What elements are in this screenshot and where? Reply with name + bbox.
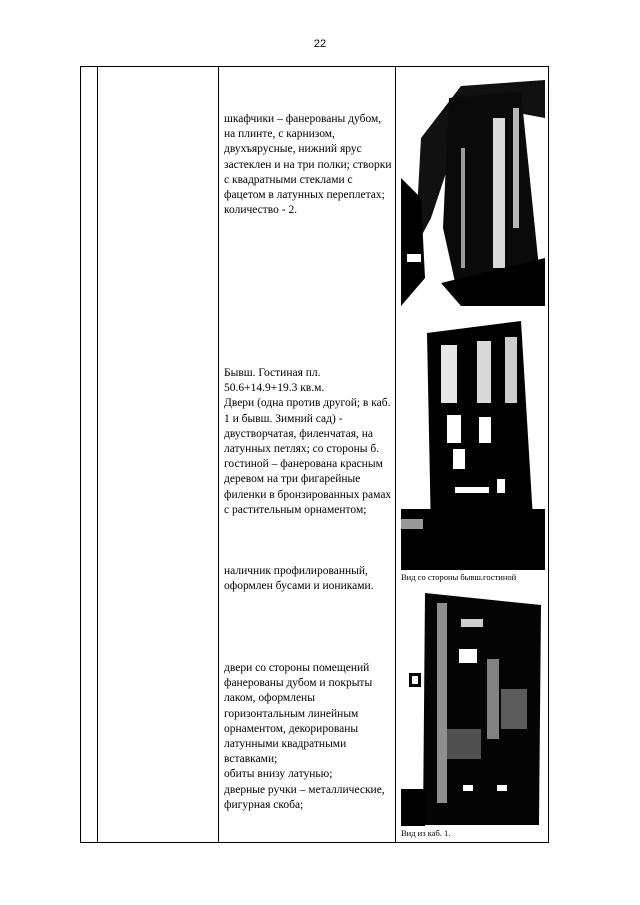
photo-door-office [401,589,545,826]
photo-door-living-room [401,319,545,570]
page-number: 22 [313,38,327,50]
table-bottom-border [80,842,549,843]
photo-caption: Вид из каб. 1. [401,828,451,838]
column-border [80,66,81,843]
column-border [218,66,219,843]
photo-cabinet [401,78,545,306]
description-living-room-doors: Бывш. Гостиная пл. 50.6+14.9+19.3 кв.м. Двери (одна против другой; в каб. 1 и бывш. Зимний сад) - двустворчатая, филенчатая, на латунных петлях; со стороны б. гостиной – фанерована красным деревом на три фигарейные филенки в бронзированных рамах с растительным орнаментом; [224,367,392,516]
column-border [395,66,396,843]
photo-caption: Вид со стороны бывш.гостиной [401,572,517,582]
description-office-side-doors: двери со стороны помещений фанерованы дубом и покрыты лаком, оформлены горизонтальным линейным орнаментом, декорированы латунными квадратными вставками; обиты внизу латунью; дверные ручки – металлические, фигурная скоба; [224,662,385,811]
description-cabinets: шкафчики – фанерованы дубом, на плинте, с карнизом, двухъярусные, нижний ярус застеклен и на три полки; створки с квадратными стеклами с фацетом в латунных переплетах; количество - 2. [224,113,392,217]
description-door-casing: наличник профилированный, оформлен бусами и иониками. [224,565,374,593]
column-border [97,66,98,843]
column-border [548,66,549,843]
table-top-border [80,66,549,67]
